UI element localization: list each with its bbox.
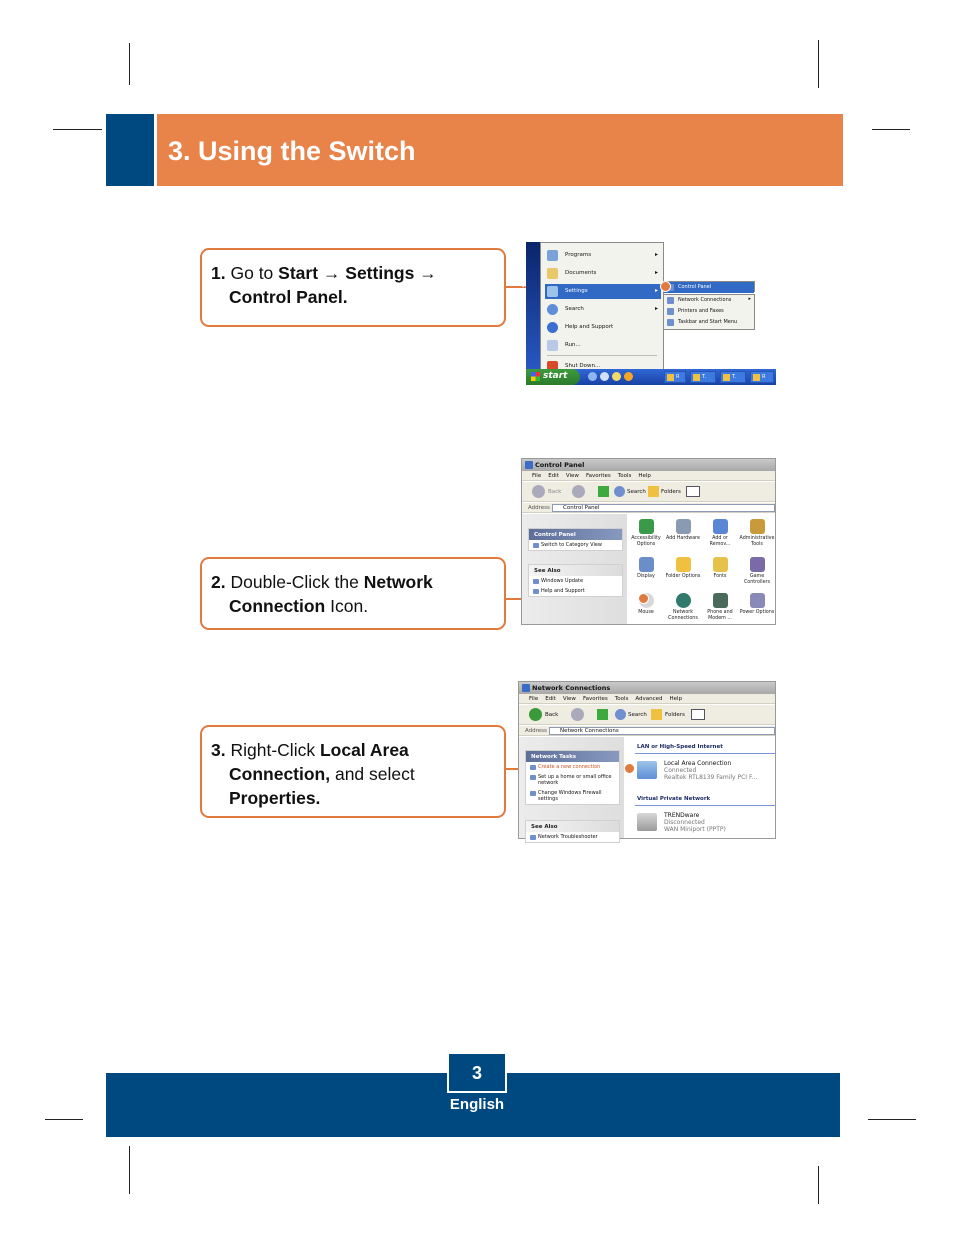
menu-tools[interactable]: Tools bbox=[617, 473, 632, 479]
folders-icon[interactable] bbox=[651, 709, 662, 720]
vpn-name: TRENDware bbox=[664, 812, 700, 819]
window-titlebar bbox=[522, 459, 775, 471]
help-icon bbox=[547, 322, 558, 333]
create-connection-link[interactable]: Create a new connection bbox=[526, 762, 619, 772]
menu-edit[interactable]: Edit bbox=[548, 473, 559, 479]
search-icon[interactable] bbox=[615, 709, 626, 720]
window-title: Network Connections bbox=[532, 684, 611, 692]
crop-mark bbox=[872, 129, 910, 130]
taskbar-button[interactable] bbox=[690, 371, 716, 383]
taskbar-button-label: R bbox=[762, 374, 766, 380]
run-icon bbox=[547, 340, 558, 351]
cp-add-hardware[interactable] bbox=[665, 519, 701, 542]
icon-label: Accessibility Options bbox=[631, 536, 661, 547]
network-icon bbox=[667, 297, 674, 304]
taskbar-icon bbox=[667, 319, 674, 326]
address-label: Address bbox=[528, 505, 550, 511]
menu-item-taskbar[interactable] bbox=[664, 317, 754, 328]
cp-fonts[interactable] bbox=[702, 557, 738, 580]
search-button-label: Search bbox=[628, 712, 647, 718]
panel-control-panel bbox=[528, 528, 623, 551]
search-button-label: Search bbox=[627, 489, 646, 495]
cp-display[interactable] bbox=[628, 557, 664, 580]
panel-header: See Also bbox=[526, 821, 619, 832]
address-input[interactable] bbox=[549, 727, 775, 735]
menu-item-label: Documents bbox=[565, 270, 597, 276]
icon-label: Network Connections bbox=[668, 610, 698, 621]
panel-header: See Also bbox=[529, 565, 622, 576]
crop-mark bbox=[129, 1146, 130, 1194]
network-globe-icon bbox=[676, 593, 691, 608]
printer-icon bbox=[667, 308, 674, 315]
address-bar bbox=[522, 503, 775, 513]
folders-button-label: Folders bbox=[665, 712, 685, 718]
address-label: Address bbox=[525, 728, 547, 734]
menu-item-label: Settings bbox=[565, 288, 588, 294]
icon-label: Fonts bbox=[713, 574, 727, 579]
crop-mark bbox=[818, 40, 819, 88]
arrow-right-icon: ▸ bbox=[654, 305, 658, 312]
step-bold-text: Network bbox=[363, 572, 433, 592]
start-label: start bbox=[543, 371, 568, 381]
step-text: Go to bbox=[230, 263, 279, 283]
menu-help[interactable]: Help bbox=[638, 473, 651, 479]
group-divider bbox=[635, 805, 775, 806]
menu-item-printers[interactable] bbox=[664, 306, 754, 317]
crop-mark bbox=[868, 1119, 916, 1120]
cp-game-controllers[interactable] bbox=[739, 557, 775, 585]
connector-dot bbox=[660, 281, 671, 292]
fonts-icon bbox=[713, 557, 728, 572]
menu-tools[interactable]: Tools bbox=[614, 696, 629, 702]
panel-header: Control Panel bbox=[529, 529, 622, 540]
taskbar-button-label: T. bbox=[702, 374, 707, 380]
header-blue-block bbox=[106, 114, 154, 186]
vpn-icon bbox=[637, 813, 657, 831]
home-network-link[interactable]: Set up a home or small office network bbox=[526, 772, 619, 788]
control-panel-icon bbox=[525, 461, 533, 469]
power-plug-icon bbox=[750, 593, 765, 608]
address-input[interactable] bbox=[552, 504, 775, 512]
menu-item-label: Help and Support bbox=[565, 324, 614, 330]
menu-help[interactable]: Help bbox=[669, 696, 683, 702]
up-folder-icon[interactable] bbox=[597, 709, 608, 720]
accessibility-icon bbox=[639, 519, 654, 534]
menu-item-documents[interactable] bbox=[545, 266, 661, 281]
programs-icon bbox=[547, 250, 558, 261]
menu-edit[interactable]: Edit bbox=[545, 696, 556, 702]
back-button-label: Back bbox=[545, 712, 559, 718]
step-text: Icon. bbox=[325, 596, 369, 616]
taskbar-button[interactable] bbox=[750, 371, 774, 383]
views-icon[interactable] bbox=[686, 486, 700, 497]
menu-item-label: Control Panel bbox=[678, 284, 712, 290]
vpn-device: WAN Miniport (PPTP) bbox=[664, 826, 726, 833]
menu-item-help[interactable] bbox=[545, 320, 661, 335]
menu-item-label: Programs bbox=[565, 252, 592, 258]
step-bold-text: Control Panel. bbox=[229, 287, 348, 307]
menu-favorites[interactable]: Favorites bbox=[585, 473, 611, 479]
search-icon[interactable] bbox=[614, 486, 625, 497]
search-icon bbox=[547, 304, 558, 315]
firewall-link[interactable]: Change Windows Firewall settings bbox=[526, 788, 619, 804]
icon-label: Game Controllers bbox=[743, 574, 771, 585]
icon-label: Phone and Modem ... bbox=[707, 610, 733, 621]
step-bold-text: Start bbox=[278, 263, 319, 283]
crop-mark bbox=[129, 43, 130, 85]
windows-update-link[interactable]: Windows Update bbox=[529, 576, 622, 586]
network-connections-screenshot bbox=[518, 681, 776, 839]
vpn-status: Disconnected bbox=[664, 819, 705, 826]
cp-network-connections[interactable] bbox=[665, 593, 701, 621]
switch-view-link[interactable]: Switch to Category View bbox=[529, 540, 622, 550]
lan-device: Realtek RTL8139 Family PCI F... bbox=[664, 774, 758, 781]
quicklaunch-icon[interactable] bbox=[612, 372, 621, 381]
troubleshooter-link[interactable]: Network Troubleshooter bbox=[526, 832, 619, 842]
hardware-icon bbox=[676, 519, 691, 534]
window-titlebar bbox=[519, 682, 775, 694]
menu-item-label: Network Connections bbox=[678, 297, 732, 303]
crop-mark bbox=[818, 1166, 819, 1204]
menu-item-label: Printers and Faxes bbox=[678, 308, 724, 314]
crop-mark bbox=[53, 129, 102, 130]
add-remove-icon bbox=[713, 519, 728, 534]
start-menu bbox=[540, 242, 664, 378]
task-pane bbox=[522, 514, 627, 624]
start-menu-screenshot bbox=[520, 242, 776, 392]
page-title: 3. Using the Switch bbox=[168, 136, 416, 166]
page-number: 3 bbox=[447, 1052, 507, 1093]
start-button[interactable] bbox=[526, 369, 580, 385]
step-2-callout bbox=[200, 557, 506, 630]
connector-dot bbox=[624, 763, 635, 774]
menu-item-run[interactable] bbox=[545, 338, 661, 353]
settings-submenu-list bbox=[663, 294, 755, 330]
menu-view[interactable]: View bbox=[565, 473, 579, 479]
settings-icon bbox=[547, 286, 558, 297]
panel-see-also bbox=[525, 820, 620, 843]
up-folder-icon[interactable] bbox=[598, 486, 609, 497]
menu-item-label: Run... bbox=[565, 342, 581, 348]
step-number: 2. bbox=[211, 572, 226, 592]
quicklaunch-icon[interactable] bbox=[588, 372, 597, 381]
task-pane bbox=[519, 737, 624, 838]
step-text: Double-Click the bbox=[230, 572, 364, 592]
address-value: Network Connections bbox=[560, 728, 619, 734]
network-icon bbox=[522, 684, 530, 692]
menu-divider bbox=[547, 355, 657, 356]
address-value: Control Panel bbox=[563, 505, 600, 511]
menu-bar bbox=[522, 471, 775, 481]
step-number: 3. bbox=[211, 740, 226, 760]
edition-strip bbox=[520, 242, 540, 378]
language-label: English bbox=[449, 1096, 505, 1113]
group-divider bbox=[635, 753, 775, 754]
menu-item-label: Taskbar and Start Menu bbox=[678, 319, 738, 325]
step-text: → bbox=[318, 263, 346, 283]
menu-item-programs[interactable] bbox=[545, 248, 661, 263]
network-adapter-icon bbox=[637, 761, 657, 779]
step-text: → bbox=[414, 263, 437, 283]
step-bold-text: Connection bbox=[229, 596, 326, 616]
step-bold-text: Connection, bbox=[229, 764, 331, 784]
group-header-lan: LAN or High-Speed Internet bbox=[637, 744, 723, 750]
icon-label: Display bbox=[637, 574, 655, 579]
menu-item-label: Shut Down... bbox=[565, 363, 601, 369]
back-arrow-icon[interactable] bbox=[529, 708, 542, 721]
menu-item-label: Search bbox=[565, 306, 584, 312]
menu-file[interactable]: File bbox=[529, 696, 539, 702]
icon-label: Add or Remov... bbox=[709, 536, 731, 547]
settings-submenu bbox=[663, 281, 755, 292]
arrow-right-icon: ▸ bbox=[654, 287, 658, 294]
menu-favorites[interactable]: Favorites bbox=[582, 696, 608, 702]
step-bold-text: Settings bbox=[345, 263, 415, 283]
taskbar-button-label: R bbox=[676, 374, 680, 380]
display-icon bbox=[639, 557, 654, 572]
menu-item-search[interactable] bbox=[545, 302, 661, 317]
step-bold-text: Local Area bbox=[319, 740, 409, 760]
phone-icon bbox=[713, 593, 728, 608]
joystick-icon bbox=[750, 557, 765, 572]
icon-label: Power Options bbox=[739, 610, 775, 615]
folders-icon[interactable] bbox=[648, 486, 659, 497]
back-arrow-icon[interactable] bbox=[532, 485, 545, 498]
views-icon[interactable] bbox=[691, 709, 705, 720]
lan-connection-item[interactable] bbox=[637, 760, 775, 786]
toolbar bbox=[522, 482, 775, 502]
quicklaunch-icon[interactable] bbox=[600, 372, 609, 381]
icon-label: Administrative Tools bbox=[739, 536, 775, 547]
menu-file[interactable]: File bbox=[532, 473, 542, 479]
menu-bar bbox=[519, 694, 775, 704]
cp-add-remove[interactable] bbox=[702, 519, 738, 547]
edition-label: Windows XP Professional bbox=[520, 263, 528, 350]
forward-arrow-icon[interactable] bbox=[571, 708, 584, 721]
documents-icon bbox=[547, 268, 558, 279]
icon-label: Mouse bbox=[638, 610, 654, 615]
forward-arrow-icon[interactable] bbox=[572, 485, 585, 498]
lan-name: Local Area Connection bbox=[664, 760, 732, 767]
admin-tools-icon bbox=[750, 519, 765, 534]
connector-dot bbox=[638, 593, 649, 604]
window-title: Control Panel bbox=[535, 461, 585, 469]
crop-mark bbox=[45, 1119, 83, 1120]
taskbar-button[interactable] bbox=[720, 371, 746, 383]
menu-item-network-connections[interactable] bbox=[664, 295, 754, 306]
panel-see-also bbox=[528, 564, 623, 597]
menu-item-settings[interactable] bbox=[545, 284, 661, 299]
cp-folder-options[interactable] bbox=[665, 557, 701, 580]
cp-admin-tools[interactable] bbox=[739, 519, 775, 547]
arrow-right-icon: ▸ bbox=[748, 296, 751, 302]
quicklaunch-icon[interactable] bbox=[624, 372, 633, 381]
taskbar-button[interactable] bbox=[664, 371, 686, 383]
group-header-vpn: Virtual Private Network bbox=[637, 796, 711, 802]
folder-icon bbox=[676, 557, 691, 572]
cp-accessibility[interactable] bbox=[628, 519, 664, 547]
menu-advanced[interactable]: Advanced bbox=[635, 696, 663, 702]
panel-network-tasks bbox=[525, 750, 620, 805]
step-text: Right-Click bbox=[230, 740, 320, 760]
panel-header: Network Tasks bbox=[526, 751, 619, 762]
vpn-connection-item[interactable] bbox=[637, 812, 775, 838]
taskbar-button-label: T. bbox=[732, 374, 737, 380]
cp-power-options[interactable] bbox=[739, 593, 775, 616]
step-3-callout bbox=[200, 725, 506, 818]
lan-status: Connected bbox=[664, 767, 697, 774]
address-bar bbox=[519, 726, 775, 736]
arrow-right-icon: ▸ bbox=[654, 251, 658, 258]
arrow-right-icon: ▸ bbox=[654, 269, 658, 276]
step-number: 1. bbox=[211, 263, 226, 283]
folders-button-label: Folders bbox=[661, 489, 681, 495]
toolbar bbox=[519, 705, 775, 725]
icon-label: Add Hardware bbox=[666, 536, 700, 541]
menu-view[interactable]: View bbox=[562, 696, 576, 702]
step-bold-text: Properties. bbox=[229, 788, 321, 808]
cp-phone-modem[interactable] bbox=[702, 593, 738, 621]
step-1-callout bbox=[200, 248, 506, 327]
step-text: and select bbox=[330, 764, 415, 784]
help-support-link[interactable]: Help and Support bbox=[529, 586, 622, 596]
menu-item-control-panel[interactable] bbox=[664, 282, 754, 293]
icon-label: Folder Options bbox=[665, 574, 701, 579]
back-button-label: Back bbox=[548, 489, 562, 495]
taskbar bbox=[526, 369, 776, 385]
